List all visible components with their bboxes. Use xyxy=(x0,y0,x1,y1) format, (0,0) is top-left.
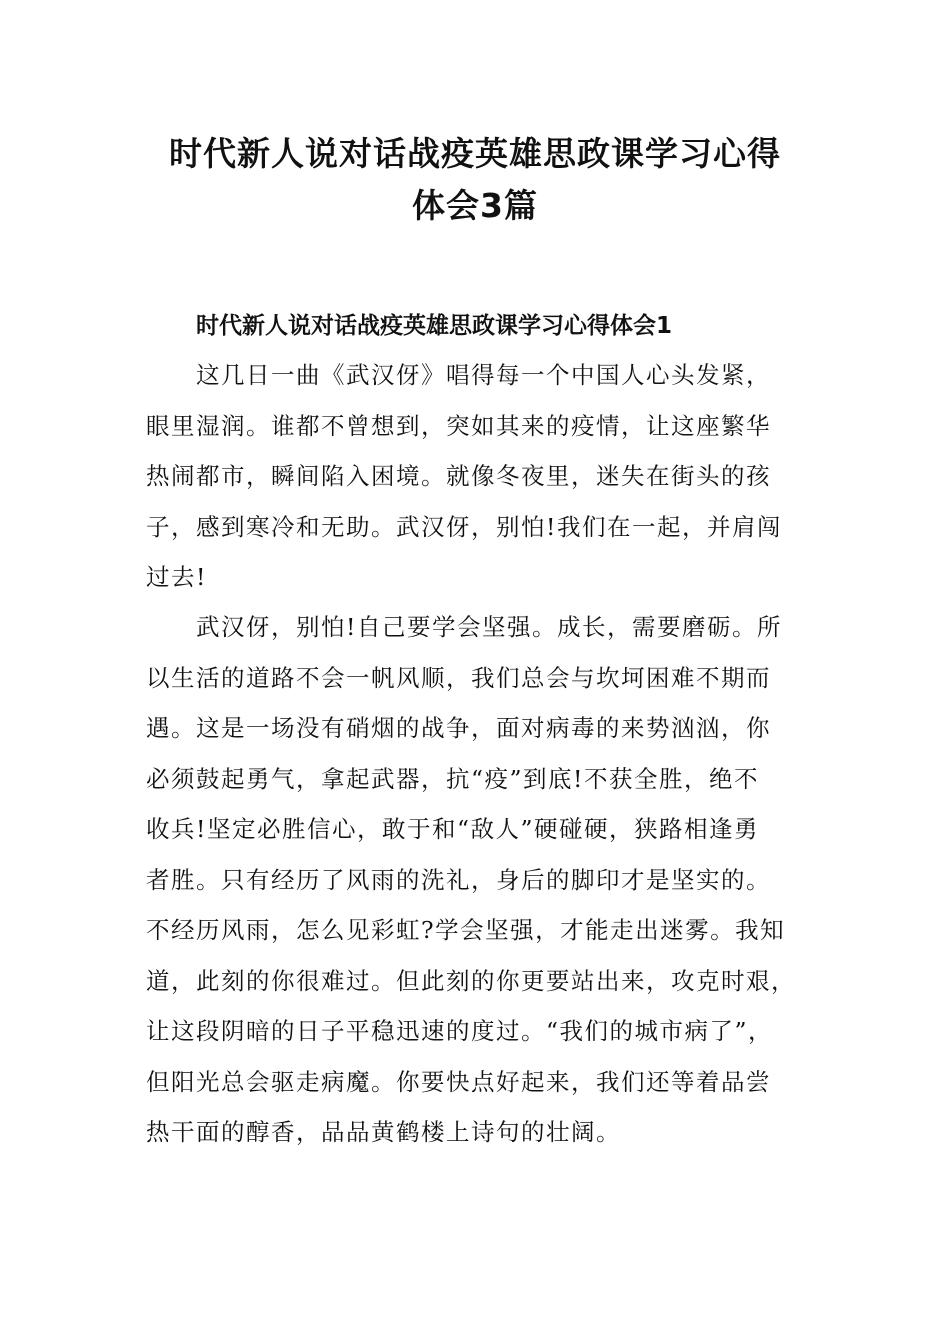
paragraph-line: 眼里湿润。谁都不曾想到，突如其来的疫情，让这座繁华 xyxy=(146,411,771,440)
section-heading: 时代新人说对话战疫英雄思政课学习心得体会1 xyxy=(196,313,673,339)
paragraph-2 xyxy=(146,602,796,1158)
paragraph-line: 过去! xyxy=(146,563,207,591)
paragraph-line: 武汉伢，别怕!自己要学会坚强。成长，需要磨砺。所 xyxy=(196,613,782,641)
paragraph-line: 收兵!坚定必胜信心，敢于和“敌人”硬碰硬，狭路相逢勇 xyxy=(146,815,759,843)
paragraph-line: 遇。这是一场没有硝烟的战争，面对病毒的来势汹汹，你 xyxy=(146,714,771,742)
paragraph-line: 子，感到寒冷和无助。武汉伢，别怕!我们在一起，并肩闯 xyxy=(146,512,782,541)
paragraph-line: 热闹都市，瞬间陷入困境。就像冬夜里，迷失在街头的孩 xyxy=(146,462,771,490)
title-line-1: 时代新人说对话战疫英雄思政课学习心得 xyxy=(169,134,781,173)
document-title xyxy=(130,128,820,232)
paragraph-line: 以生活的道路不会一帆风顺，我们总会与坎坷困难不期而 xyxy=(146,663,771,692)
paragraph-line: 但阳光总会驱走病魔。你要快点好起来，我们还等着品尝 xyxy=(146,1067,771,1096)
paragraph-1 xyxy=(146,350,782,603)
paragraph-line: 必须鼓起勇气，拿起武器，抗“疫”到底!不获全胜，绝不 xyxy=(146,764,759,793)
paragraph-line: 让这段阴暗的日子平稳迅速的度过。“我们的城市病了”， xyxy=(146,1017,774,1045)
paragraph-line: 者胜。只有经历了风雨的洗礼，身后的脚印才是坚实的。 xyxy=(146,865,771,894)
paragraph-line: 这几日一曲《武汉伢》唱得每一个中国人心头发紧， xyxy=(196,361,771,389)
paragraph-line: 不经历风雨，怎么见彩虹?学会坚强，才能走出迷雾。我知 xyxy=(146,916,786,944)
title-line-2: 体会3篇 xyxy=(412,186,538,225)
paragraph-line: 道，此刻的你很难过。但此刻的你更要站出来，攻克时艰， xyxy=(146,966,796,995)
paragraph-line: 热干面的醇香，品品黄鹤楼上诗句的壮阔。 xyxy=(146,1118,621,1146)
